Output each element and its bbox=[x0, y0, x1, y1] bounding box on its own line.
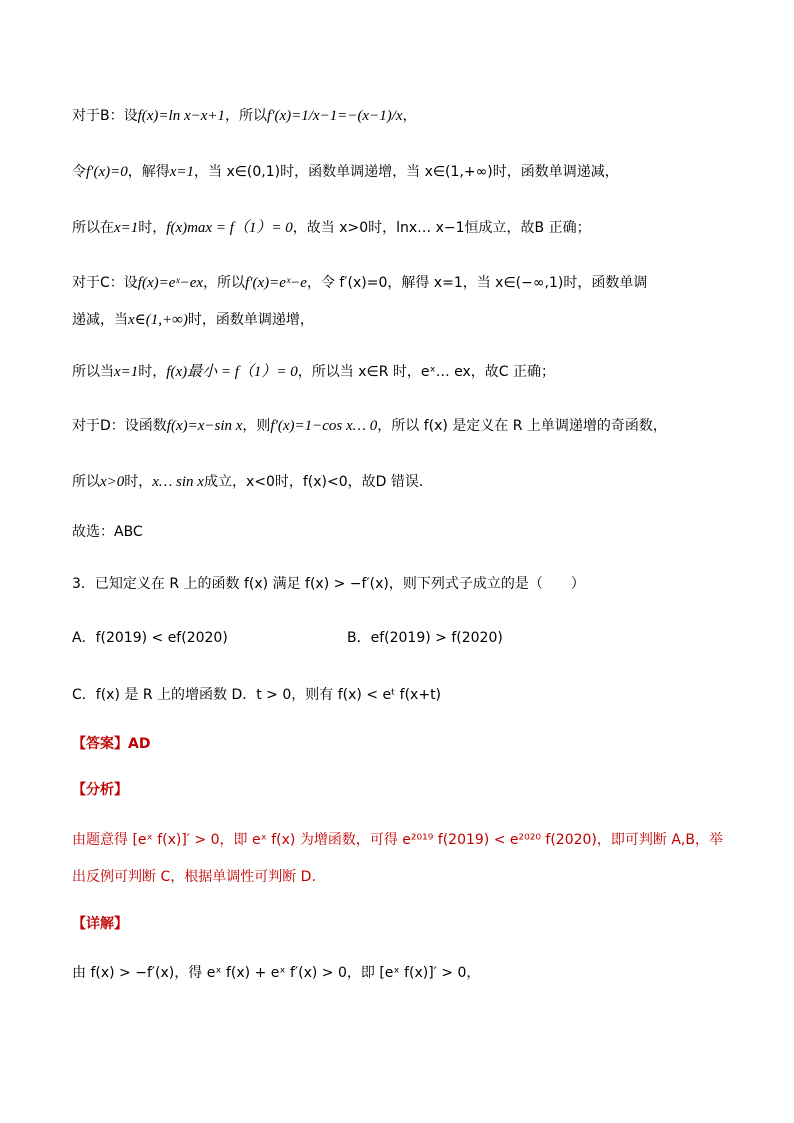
option-a: A．f(2019) < ef(2020) bbox=[72, 630, 228, 646]
line-b1: 对于B：设f(x)=ln x−x+1，所以f′(x)=1/x−1=−(x−1)/x， bbox=[72, 108, 417, 124]
analysis-label: 【分析】 bbox=[72, 782, 128, 798]
line-c1: 对于C：设f(x)=eˣ−ex，所以f′(x)=eˣ−e，令 f′(x)=0，解得 x=1，当 x∈(−∞,1)时，函数单调 bbox=[72, 275, 648, 291]
line-c2: 递减，当x∈(1,+∞)时，函数单调递增， bbox=[72, 312, 314, 328]
option-b: B．ef(2019) > f(2020) bbox=[347, 630, 503, 646]
detail-line-1: 由 f(x) > −f′(x)，得 eˣ f(x) + eˣ f′(x) > 0，即 [eˣ f(x)]′ > 0， bbox=[72, 965, 481, 981]
line-d2: 所以x>0时，x… sin x成立，x<0时，f(x)<0，故D 错误． bbox=[72, 474, 433, 490]
question-text: 3．已知定义在 R 上的函数 f(x) 满足 f(x) > −f′(x)，则下列式子成立的是（ ） bbox=[72, 576, 585, 592]
line-d1: 对于D：设函数f(x)=x−sin x，则f′(x)=1−cos x… 0，所以 f(x) 是定义在 R 上单调递增的奇函数， bbox=[72, 418, 667, 434]
answer-label: 【答案】AD bbox=[72, 736, 151, 752]
options-cd: C．f(x) 是 R 上的增函数 D．t > 0，则有 f(x) < eᵗ f(x+t) bbox=[72, 687, 442, 703]
analysis-line-1: 由题意得 [eˣ f(x)]′ > 0，即 eˣ f(x) 为增函数，可得 e²⁰¹⁹ f(2019) < e²⁰²⁰ f(2020)，即可判断 A,B，举 bbox=[72, 832, 723, 848]
line-b3: 所以在x=1时，f(x)max = f（1）= 0，故当 x>0时，lnx… x−1恒成立，故B 正确； bbox=[72, 220, 591, 236]
analysis-line-2: 出反例可判断 C，根据单调性可判断 D. bbox=[72, 869, 316, 885]
line-c3: 所以当x=1时，f(x)最小 = f（1）= 0，所以当 x∈R 时，eˣ… ex，故C 正确； bbox=[72, 364, 556, 380]
detail-label: 【详解】 bbox=[72, 916, 128, 932]
line-b2: 令f′(x)=0，解得x=1，当 x∈(0,1)时，函数单调递增，当 x∈(1,+∞)时，函数单调递减， bbox=[72, 164, 619, 180]
answer-line: 故选：ABC bbox=[72, 524, 143, 540]
options-ab bbox=[72, 628, 503, 648]
